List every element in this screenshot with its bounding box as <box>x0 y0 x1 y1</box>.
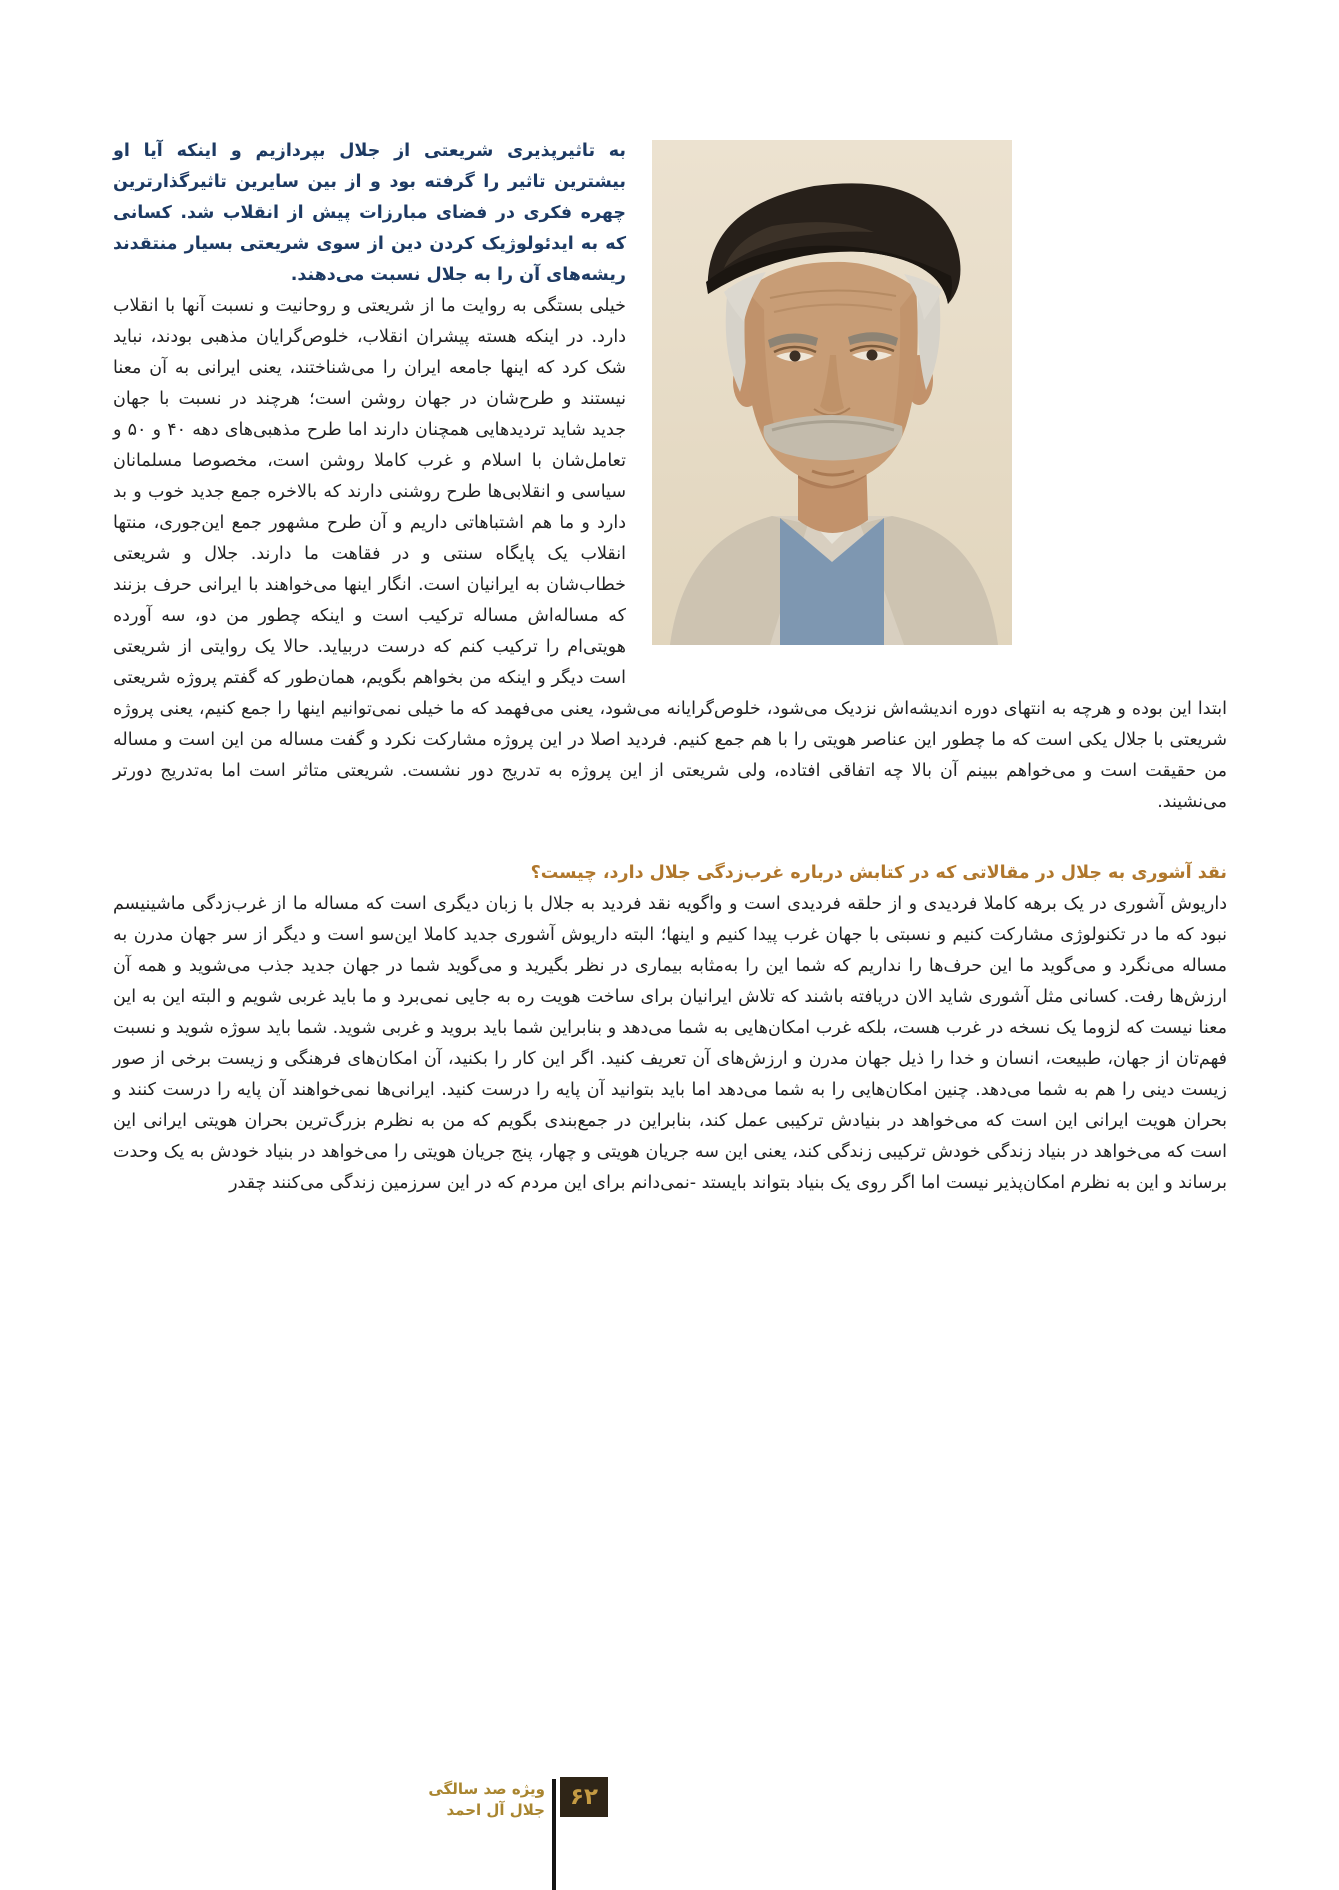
intro-lead-paragraph: به تاثیرپذیری شریعتی از جلال بپردازیم و اینکه آیا او بیشترین تاثیر را گرفته بود و از بین سایرین تاثیرگذارترین چهره فکری در فضای مبارزات پیش از انقلاب شد. کسانی که به ایدئولوژیک کردن دین از سوی شریعتی بسیار منتقدند ریشه‌های آن را به جلال نسبت می‌دهند. <box>113 141 626 285</box>
answer-paragraph-1: خیلی بستگی به روایت ما از شریعتی و روحانیت و نسبت آنها با انقلاب دارد. در اینکه هسته پیشران انقلاب، خلوص‌گرایان مذهبی بودند، نباید شک کرد که اینها جامعه ایران را می‌شناختند، یعنی ایرانی به آن معنا نیستند و طرح‌شان در جهان روشن است؛ هرچند در نسبت با جهان جدید شاید تردیدهایی همچنان دارند اما طرح مذهبی‌های دهه ۴۰ و ۵۰ و تعامل‌شان با اسلام و غرب کاملا روشن است، مخصوصا مسلمانان سیاسی و انقلابی‌ها طرح روشنی دارند که بالاخره جمع جدید خوب و بد دارد و ما هم اشتباهاتی داریم و آن طرح مشهور جمع این‌جوری، منتها انقلاب یک پایگاه سنتی و در فقاهت ما دارند. جلال و شریعتی خطاب‌شان به ایرانیان است. انگار اینها می‌خواهند با ایرانی حرف بزنند که مساله‌اش مساله ترکیب است و اینکه چطور من دو، سه آورده هویتی‌ام را ترکیب کنم که درست دربیاید. حالا یک روایتی از شریعتی است دیگر و اینکه من بخواهم بگویم، همان‌طور که گفتم پروژه شریعتی ابتدا این بوده و هرچه به انتهای دوره اندیشه‌اش نزدیک می‌شود، خلوص‌گرایانه می‌شود، یعنی می‌فهمد که ما خیلی نمی‌توانیم اینها را جمع کنیم، یعنی پروژه شریعتی با جلال یکی است که ما چطور این عناصر هویتی را با هم جمع کنیم. فردید اصلا در این پروژه مشارکت نکرد و گفت مساله من این است و مساله من حقیقت است و می‌خواهم ببینم آن بالا چه اتفاقی افتاده، ولی شریعتی از این پروژه به تدریج دور نشست. شریعتی متاثر است اما به‌تدریج دورتر می‌نشیند. <box>113 296 1227 812</box>
portrait-figure <box>652 140 1012 645</box>
footer-caption-line2: جلال آل احمد <box>446 1801 545 1819</box>
interview-question: نقد آشوری به جلال در مقالاتی که در کتابش درباره غرب‌زدگی جلال دارد، چیست؟ <box>530 863 1227 883</box>
article-body <box>113 136 1227 1199</box>
answer-paragraph-2: داریوش آشوری در یک برهه کاملا فردیدی و از حلقه فردیدی است و واگویه نقد فردید به جلال با زبان دیگری است که مساله ما از غرب‌زدگی ماشینیسم نبود که ما در تکنولوژی مشارکت کنیم و نسبتی با جهان غرب پیدا کنیم و اینها؛ البته داریوش آشوری جدید کاملا این‌سو است و دیگر از سر جهان مدرن به مساله می‌نگرد و می‌گوید ما این حرف‌ها را نداریم که شما این را به‌مثابه بیماری در نظر بگیرید و می‌گوید شما در جهان جدید جذب می‌شوید و همه آن ارزش‌ها رفت. کسانی مثل آشوری شاید الان دریافته باشند که تلاش ایرانیان برای ساخت هویت ره به جایی نمی‌برد و ما باید غربی شویم و البته این به این معنا نیست که لزوما یک نسخه در غرب هست، بلکه غرب امکان‌هایی به شما می‌دهد و بنابراین شما باید بروید و غربی شوید. شما باید سوژه شوید و نسبت فهم‌تان از جهان، طبیعت، انسان و خدا را ذیل جهان مدرن و ارزش‌های آن تعریف کنید. اگر این کار را بکنید، آن امکان‌های فرهنگی و زیست برخی از صور زیست دینی را هم به شما می‌دهد. چنین امکان‌هایی را به شما می‌دهد اما باید بتوانید آن پایه را درست کنید. ایرانی‌ها نمی‌خواهند آن پایه را درست کنند و بحران هویت ایرانی این است که می‌خواهد در بنیادش ترکیبی عمل کند، بنابراین در جمع‌بندی بگویم که من به نظرم بزرگ‌ترین بحران هویتی ایرانی این است که می‌خواهد در بنیاد زندگی خودش ترکیبی زندگی کند، یعنی این سه جریان هویتی و چهار، پنج جریان هویتی را می‌خواهد در بنیاد خودش به یک وحدت برساند و این به نظرم امکان‌پذیر نیست اما اگر روی یک بنیاد بتواند بایستد -نمی‌دانم برای این مردم که در این سرزمین زندگی می‌کنند چقدر <box>113 894 1227 1193</box>
footer-caption-line1: ویژه صد سالگی <box>428 1780 545 1798</box>
jalal-portrait-illustration <box>652 140 1012 645</box>
footer-rule <box>552 1779 556 1890</box>
page-number-badge: ۶۲ <box>560 1777 608 1817</box>
footer-caption <box>378 1779 545 1821</box>
